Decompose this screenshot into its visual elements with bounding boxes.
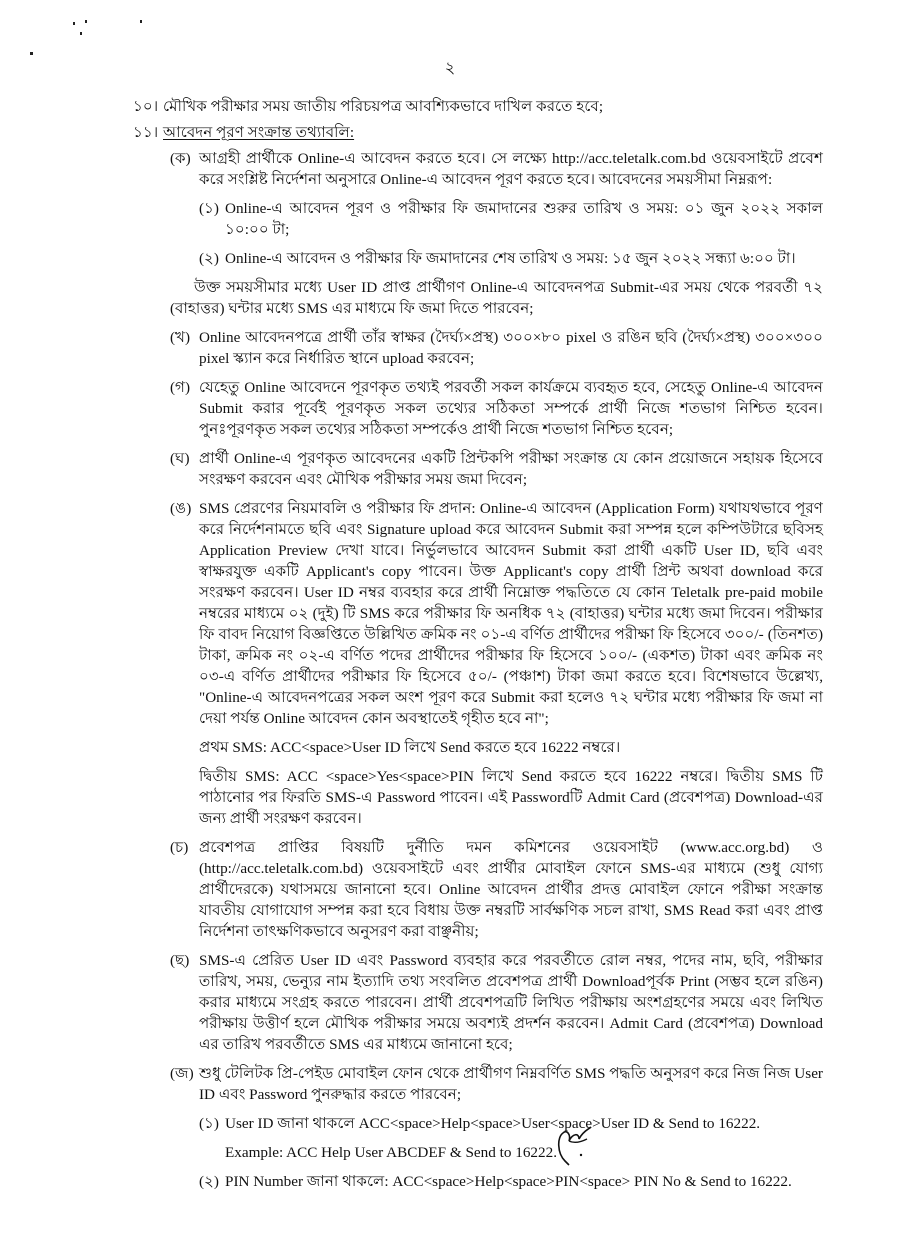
sub-item (199, 1113, 823, 1163)
section-number: ১১। (133, 124, 159, 141)
sub-item-label: (২) (199, 250, 219, 267)
section-title (163, 122, 354, 143)
sub-item-label: (১) (199, 200, 219, 217)
item-ga (170, 377, 823, 440)
item-label: (ঘ) (170, 450, 190, 467)
item-ja (170, 1063, 823, 1192)
item-body (199, 498, 823, 829)
document-body (133, 96, 823, 1192)
item-label: (ছ) (170, 952, 190, 969)
scan-speck (85, 20, 87, 23)
signature-dot (580, 1154, 582, 1156)
item-ka-note: উক্ত সময়সীমার মধ্যে User ID প্রাপ্ত প্রার্থীগণ Online-এ আবেদনপত্র Submit-এর সময় থেকে পরবর্তী ৭২ (বাহাত্তর) ঘন্টার মধ্যে SMS এর মাধ্যমে ফি জমা দিতে পারবেন; (170, 279, 823, 317)
sub-item-text: Online-এ আবেদন পূরণ ও পরীক্ষার ফি জমাদানের শুরুর তারিখ ও সময়: ০১ জুন ২০২২ সকাল ১০:০০ টা; (225, 200, 823, 238)
section-title-text: আবেদন পূরণ সংক্রান্ত তথ্যাবলি: (163, 124, 355, 141)
signature-stroke (559, 1133, 569, 1165)
section-10 (133, 96, 823, 117)
section-11 (133, 122, 823, 143)
item-chha (170, 950, 823, 1055)
sub-item (199, 248, 823, 269)
item-ka (170, 148, 823, 269)
signature (555, 1125, 615, 1170)
item-kha (170, 327, 823, 369)
item-text: প্রবেশপত্র প্রাপ্তির বিষয়টি দুর্নীতি দমন কমিশনের ওয়েবসাইট (www.acc.org.bd) ও (http://acc.teletalk.com.bd) ওয়েবসাইটে এবং প্রার্থীর মোবাইল ফোনে SMS-এর মাধ্যমে (শুধু যোগ্য প্রার্থীদেরকে) যথাসময়ে জানানো হবে। Online আবেদন প্রার্থীর প্রদত্ত মোবাইল ফোনে পরীক্ষা সংক্রান্ত যাবতীয় যোগাযোগ সম্পন্ন করা হবে বিধায় উক্ত নম্বরটি সার্বক্ষণিক সচল রাখা, SMS Read করা এবং প্রাপ্ত নির্দেশনা তাৎক্ষণিকভাবে অনুসরণ করা বাঞ্ছনীয়; (199, 839, 823, 940)
item-label: (গ) (170, 379, 191, 396)
sub-item (199, 1171, 823, 1192)
item-label: (জ) (170, 1065, 194, 1082)
sub-item-text: User ID জানা থাকলে ACC<space>Help<space>User<space>User ID & Send to 16222. (225, 1115, 761, 1132)
item-label: (ঙ) (170, 500, 192, 517)
item-cha (170, 837, 823, 942)
item-body (199, 1063, 823, 1192)
item-text: আগ্রহী প্রার্থীকে Online-এ আবেদন করতে হবে। সে লক্ষ্যে http://acc.teletalk.com.bd ওয়েবসাইটে প্রবেশ করে সংশ্লিষ্ট নির্দেশনা অনুসারে Online-এ আবেদন পূরণ করতে হবে। আবেদনের সময়সীমা নিম্নরূপ: (199, 150, 823, 188)
item-text: যেহেতু Online আবেদনে পূরণকৃত তথ্যই পরবর্তী সকল কার্যক্রমে ব্যবহৃত হবে, সেহেতু Online-এ আবেদন Submit করার পূর্বেই পূরণকৃত সকল তথ্যের সঠিকতা সম্পর্কে প্রার্থী নিজে শতভাগ নিশ্চিত হবেন। পুনঃপূরণকৃত সকল তথ্যের সঠিকতা সম্পর্কেও প্রার্থী নিজে শতভাগ নিশ্চিত হবেন; (199, 379, 823, 438)
item-text: প্রার্থী Online-এ পূরণকৃত আবেদনের একটি প্রিন্টকপি পরীক্ষা সংক্রান্ত যে কোন প্রয়োজনে সহায়ক হিসেবে সংরক্ষণ করবেন এবং মৌখিক পরীক্ষার সময় জমা দিবেন; (199, 450, 823, 488)
item-gha (170, 448, 823, 490)
sms-first: প্রথম SMS: ACC<space>User ID লিখে Send করতে হবে 16222 নম্বরে। (199, 739, 621, 756)
item-uma (170, 498, 823, 829)
sms-second: দ্বিতীয় SMS: ACC <space>Yes<space>PIN লিখে Send করতে হবে 16222 নম্বরে। দ্বিতীয় SMS টি পাঠানোর পর ফিরতি SMS-এ Password পাবেন। এই Passwordটি Admit Card (প্রবেশপত্র) Download-এর জন্য প্রার্থী সংরক্ষণ করবেন। (199, 768, 823, 827)
sub-item-example: Example: ACC Help User ABCDEF & Send to 16222. (225, 1144, 558, 1161)
sub-item (199, 198, 823, 240)
scan-speck (140, 20, 142, 23)
item-text: SMS-এ প্রেরিত User ID এবং Password ব্যবহার করে পরবর্তীতে রোল নম্বর, পদের নাম, ছবি, পরীক্ষার তারিখ, সময়, ভেন্যুর নাম ইত্যাদি তথ্য সংবলিত প্রবেশপত্র প্রার্থী Downloadপূর্বক Print (সম্ভব হলে রঙিন) করার মাধ্যমে সংগ্রহ করতে পারবেন। প্রার্থী প্রবেশপত্রটি লিখিত পরীক্ষায় অংশগ্রহণের সময়ে এবং লিখিত পরীক্ষায় উত্তীর্ণ হলে মৌখিক পরীক্ষার সময়ে অবশ্যই প্রদর্শন করবেন। Admit Card (প্রবেশপত্র) Download এর তারিখ পরবর্তীতে SMS এর মাধ্যমে জানানো হবে; (199, 952, 823, 1053)
section-text: মৌখিক পরীক্ষার সময় জাতীয় পরিচয়পত্র আবশ্যিকভাবে দাখিল করতে হবে; (163, 98, 604, 115)
sub-item-body (225, 1113, 823, 1163)
item-label: (ক) (170, 150, 191, 167)
sub-item-text: Online-এ আবেদন ও পরীক্ষার ফি জমাদানের শেষ তারিখ ও সময়: ১৫ জুন ২০২২ সন্ধ্যা ৬:০০ টা। (225, 250, 796, 267)
item-body (199, 148, 823, 269)
item-label: (চ) (170, 839, 189, 856)
section-number: ১০। (133, 98, 159, 115)
item-text: শুধু টেলিটক প্রি-পেইড মোবাইল ফোন থেকে প্রার্থীগণ নিম্নবর্ণিত SMS পদ্ধতি অনুসরণ করে নিজ নিজ User ID এবং Password পুনরুদ্ধার করতে পারবেন; (199, 1065, 823, 1103)
sub-item-label: (১) (199, 1115, 219, 1132)
scan-speck (80, 32, 82, 35)
signature-stroke (569, 1139, 587, 1142)
item-label: (খ) (170, 329, 191, 346)
sub-item-text: PIN Number জানা থাকলে: ACC<space>Help<space>PIN<space> PIN No & Send to 16222. (225, 1173, 792, 1190)
item-text: Online আবেদনপত্রে প্রার্থী তাঁর স্বাক্ষর (দৈর্ঘ্য×প্রস্থ) ৩০০×৮০ pixel ও রঙিন ছবি (দৈর্ঘ্য×প্রস্থ) ৩০০×৩০০ pixel স্ক্যান করে নির্ধারিত স্থানে upload করবেন; (199, 329, 823, 367)
scan-speck (73, 22, 75, 25)
sub-item-label: (২) (199, 1173, 219, 1190)
page-number: ২ (444, 60, 456, 77)
item-text: SMS প্রেরণের নিয়মাবলি ও পরীক্ষার ফি প্রদান: Online-এ আবেদন (Application Form) যথাযথভাবে পূরণ করে নির্দেশনামতে ছবি এবং Signature upload করে আবেদন Submit করা সম্পন্ন হলে কম্পিউটারে ছবিসহ Application Preview দেখা যাবে। নির্ভুলভাবে আবেদন Submit করা প্রার্থী একটি User ID, ছবি এবং স্বাক্ষরযুক্ত একটি Applicant's copy পাবেন। উক্ত Applicant's copy প্রার্থী প্রিন্ট অথবা download করে সংরক্ষণ করবেন। User ID নম্বর ব্যবহার করে প্রার্থী নিম্নোক্ত পদ্ধতিতে যে কোন Teletalk pre-paid mobile নম্বরের মাধ্যমে ০২ (দুই) টি SMS করে পরীক্ষার ফি অনধিক ৭২ (বাহাত্তর) ঘন্টার মধ্যে জমা দিবেন। পরীক্ষার ফি বাবদ নিয়োগ বিজ্ঞপ্তিতে উল্লিখিত ক্রমিক নং ০১-এ বর্ণিত প্রার্থীদের পরীক্ষা ফি হিসেবে ৩০০/- (তিনশত) টাকা, ক্রমিক নং ০২-এ বর্ণিত পদের প্রার্থীদের পরীক্ষার ফি হিসেবে ১০০/- (একশত) টাকা এবং ক্রমিক নং ০৩-এ বর্ণিত প্রার্থীদের পরীক্ষার ফি হিসেবে ৫০/- (পঞ্চাশ) টাকা জমা করতে হবে। বিশেষভাবে উল্লেখ্য, "Online-এ আবেদনপত্রের সকল অংশ পূরণ করে Submit করা হলেও ৭২ ঘন্টার মধ্যে পরীক্ষার ফি জমা না দেয়া পর্যন্ত Online আবেদন কোন অবস্থাতেই গৃহীত হবে না"; (199, 500, 823, 727)
